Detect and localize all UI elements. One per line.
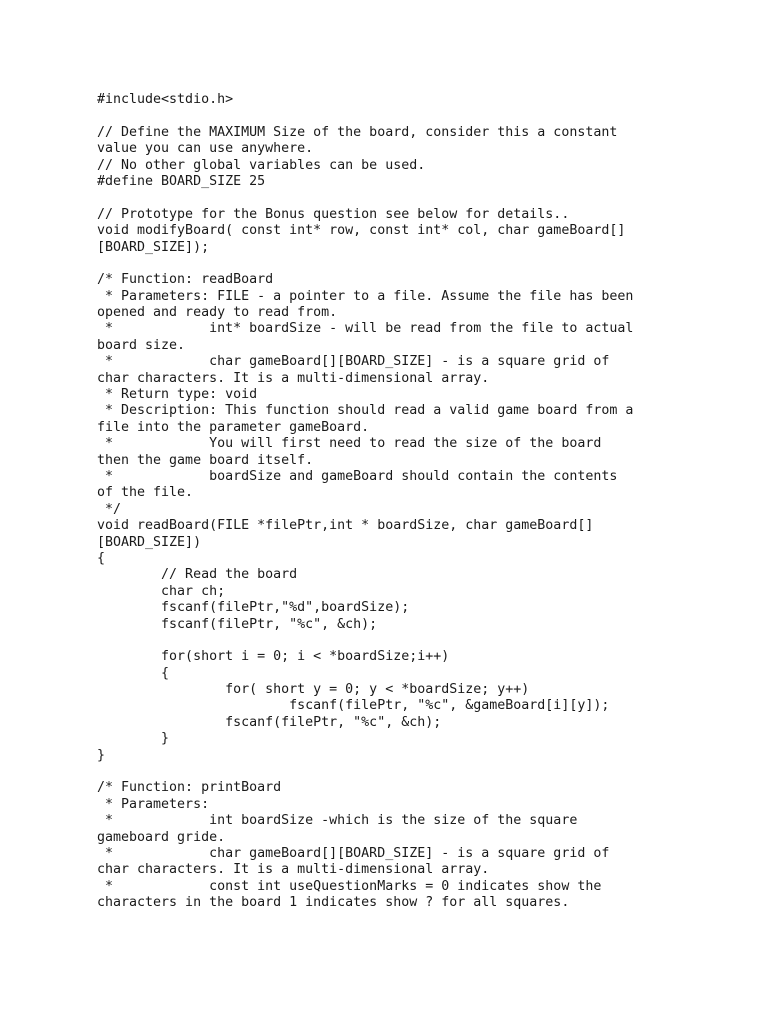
- code-line: char characters. It is a multi-dimensional array.: [97, 370, 490, 386]
- code-line: file into the parameter gameBoard.: [97, 419, 370, 435]
- code-line: [BOARD_SIZE]): [97, 534, 202, 550]
- code-line: [97, 256, 737, 272]
- code-line: * int boardSize -which is the size of the square: [97, 813, 578, 829]
- code-line: of the file.: [97, 485, 194, 501]
- code-line: fscanf(filePtr, "%c", &ch);: [97, 714, 442, 730]
- code-line: */: [97, 501, 122, 517]
- code-line: char characters. It is a multi-dimensional array.: [97, 862, 490, 878]
- code-line: char ch;: [97, 583, 226, 599]
- code-line: [97, 633, 737, 649]
- code-line: // No other global variables can be used.: [97, 157, 426, 173]
- code-line: * Return type: void: [97, 387, 258, 403]
- code-line: /* Function: printBoard: [97, 780, 282, 796]
- code-line: }: [97, 747, 106, 763]
- code-line: #include<stdio.h>: [97, 92, 234, 107]
- code-line: * const int useQuestionMarks = 0 indicates show the: [97, 878, 602, 894]
- code-line: [97, 108, 737, 124]
- code-line: board size.: [97, 337, 186, 353]
- code-line: * boardSize and gameBoard should contain the contents: [97, 468, 618, 484]
- code-line: characters in the board 1 indicates show ? for all squares.: [97, 895, 570, 911]
- code-line: [BOARD_SIZE]);: [97, 239, 210, 255]
- code-line: #define BOARD_SIZE 25: [97, 173, 266, 189]
- code-line: fscanf(filePtr, "%c", &gameBoard[i][y]);: [97, 698, 610, 714]
- code-line: for(short i = 0; i < *boardSize;i++): [97, 649, 450, 665]
- code-line: }: [97, 731, 170, 747]
- code-line: gameboard gride.: [97, 829, 226, 845]
- code-line: * char gameBoard[][BOARD_SIZE] - is a square grid of: [97, 845, 610, 861]
- code-line: /* Function: readBoard: [97, 272, 274, 288]
- code-line: * int* boardSize - will be read from the file to actual: [97, 321, 634, 337]
- code-line: [97, 764, 737, 780]
- code-line: fscanf(filePtr,"%d",boardSize);: [97, 600, 410, 616]
- code-listing: [97, 92, 737, 912]
- code-line: fscanf(filePtr, "%c", &ch);: [97, 616, 378, 632]
- code-line: * Parameters:: [97, 796, 210, 812]
- code-line: then the game board itself.: [97, 452, 314, 468]
- code-line: for( short y = 0; y < *boardSize; y++): [97, 682, 530, 698]
- code-line: {: [97, 665, 170, 681]
- code-line: // Define the MAXIMUM Size of the board, consider this a constant: [97, 124, 618, 140]
- code-line: value you can use anywhere.: [97, 141, 314, 157]
- code-line: * Parameters: FILE - a pointer to a file. Assume the file has been: [97, 288, 634, 304]
- code-line: opened and ready to read from.: [97, 305, 338, 321]
- code-line: * You will first need to read the size of the board: [97, 436, 602, 452]
- code-line: // Read the board: [97, 567, 298, 583]
- code-line: // Prototype for the Bonus question see below for details..: [97, 206, 570, 222]
- code-line: void modifyBoard( const int* row, const int* col, char gameBoard[]: [97, 223, 626, 239]
- code-line: void readBoard(FILE *filePtr,int * boardSize, char gameBoard[]: [97, 518, 594, 534]
- code-line: * char gameBoard[][BOARD_SIZE] - is a square grid of: [97, 354, 610, 370]
- code-line: * Description: This function should read a valid game board from a: [97, 403, 634, 419]
- code-line: [97, 190, 737, 206]
- code-line: {: [97, 550, 106, 566]
